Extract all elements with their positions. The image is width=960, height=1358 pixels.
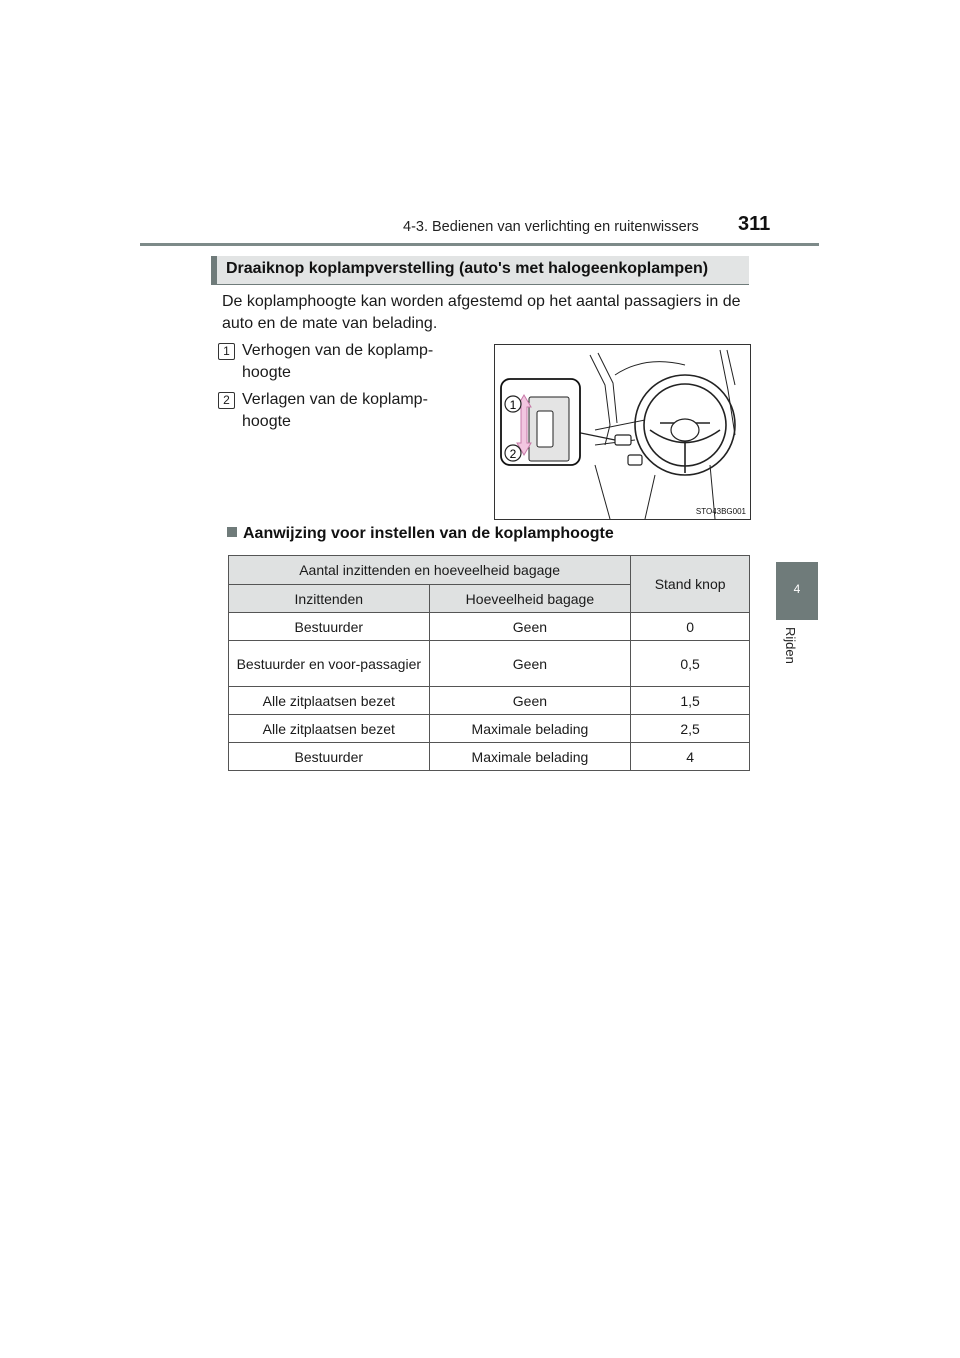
table-row [229,613,750,641]
table-cell: Alle zitplaatsen bezet [229,715,430,743]
page-number: 311 [738,213,771,235]
table-header-position: Stand knop [631,556,750,613]
chapter-label: Rijden [783,627,798,664]
callout-number: 2 [218,392,235,409]
table-cell: 2,5 [631,715,750,743]
list-item-text: Verhogen van de koplamp-hoogte [242,342,434,381]
chapter-tab [776,562,818,620]
table-cell: 4 [631,743,750,771]
chapter-number: 4 [793,582,801,596]
square-bullet-icon [227,527,237,537]
subheading-text: Aanwijzing voor instellen van de koplamphoogte [243,525,614,542]
table-row [229,715,750,743]
subheading [227,525,614,543]
table-cell: Bestuurder [229,743,430,771]
table-cell: 1,5 [631,687,750,715]
table-cell: 0 [631,613,750,641]
headlight-level-table [228,555,750,771]
table-row [229,743,750,771]
header-divider [140,243,819,246]
callout-1: 1 [509,398,517,412]
section-title-box [211,256,749,285]
table-row [229,687,750,715]
table-cell: Bestuurder en voor-passagier [229,641,430,687]
figure-code: STO43BG001 [695,507,746,516]
table-cell: Geen [429,613,631,641]
section-title-bar [211,256,217,285]
table-cell: Bestuurder [229,613,430,641]
dashboard-illustration [494,344,751,520]
table-group-header: Aantal inzittenden en hoeveelheid bagage [229,556,631,585]
table-header-luggage: Hoeveelheid bagage [429,585,631,613]
table-cell: Maximale belading [429,743,631,771]
dashboard-drawing [495,345,750,519]
intro-paragraph: De koplamphoogte kan worden afgestemd op het aantal passagiers in de auto en de mate van belading. [222,293,741,332]
table-row [229,641,750,687]
callout-2: 2 [509,447,517,461]
table-cell: Maximale belading [429,715,631,743]
callout-number: 1 [218,343,235,360]
table-cell: 0,5 [631,641,750,687]
list-item-text: Verlagen van de koplamp-hoogte [242,391,428,430]
section-title: Draaiknop koplampverstelling (auto's met halogeenkoplampen) [226,260,709,277]
table-header-occupants: Inzittenden [229,585,430,613]
table-cell: Geen [429,687,631,715]
table-cell: Geen [429,641,631,687]
header-section-title: 4-3. Bedienen van verlichting en ruitenwissers [403,219,699,235]
table-cell: Alle zitplaatsen bezet [229,687,430,715]
